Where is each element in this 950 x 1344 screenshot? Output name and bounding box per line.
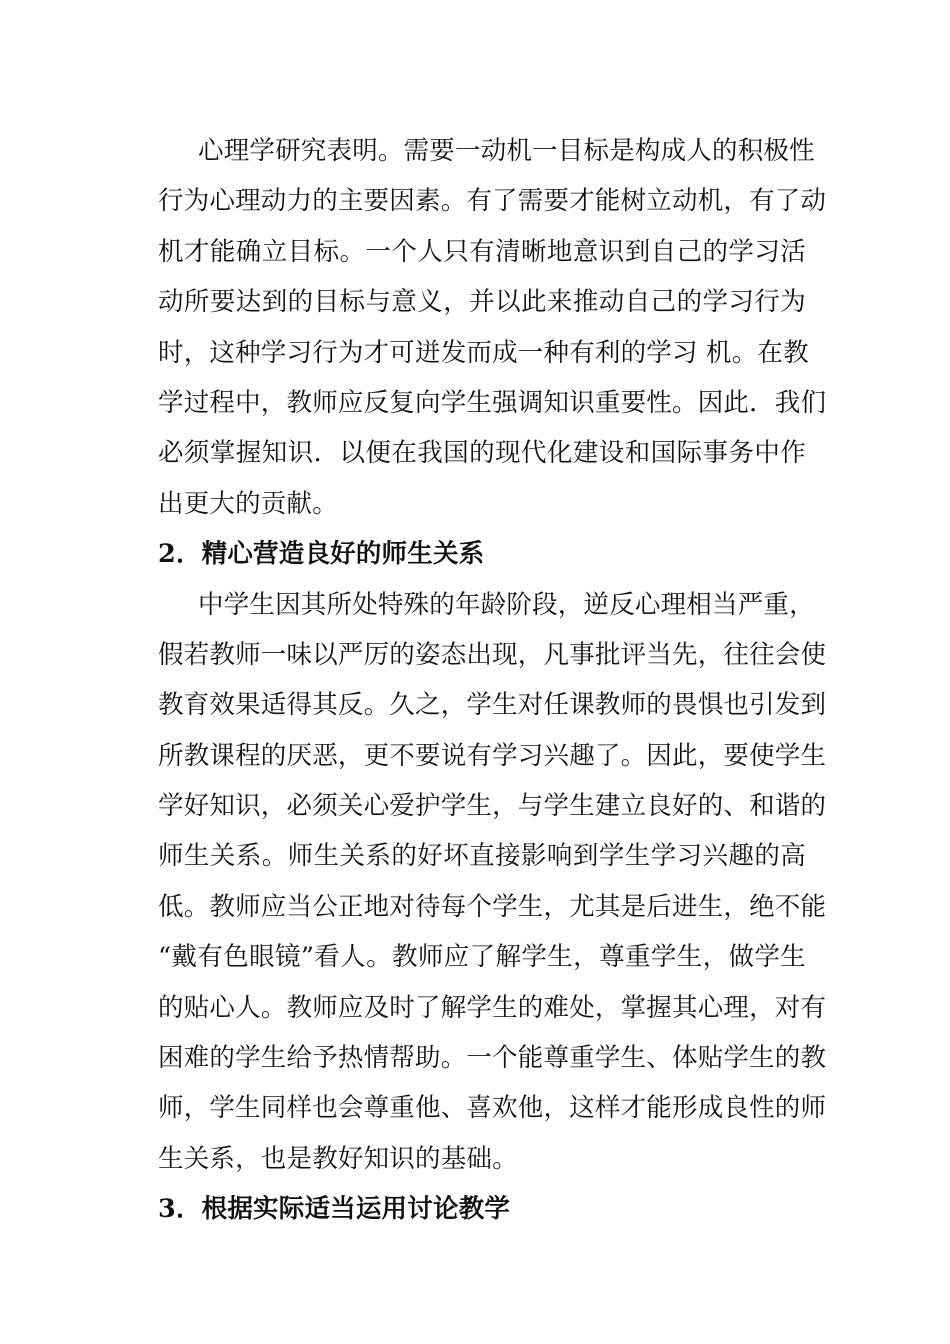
paragraph-line: 必须掌握知识．以便在我国的现代化建设和国际事务中作 — [158, 438, 806, 469]
section-heading-3: 3．根据实际适当运用讨论教学 — [158, 1194, 511, 1225]
paragraph-line: 行为心理动力的主要因素。有了需要才能树立动机，有了动 — [158, 186, 827, 217]
paragraph-line: 学好知识，必须关心爱护学生，与学生建立良好的、和谐的 — [158, 791, 827, 822]
document-body — [158, 126, 827, 1235]
paragraph-line: 生关系，也是教好知识的基础。 — [158, 1143, 518, 1174]
paragraph-line: 机才能确立目标。一个人只有清晰地意识到自己的学习活 — [158, 236, 806, 267]
paragraph-line: 的贴心人。教师应及时了解学生的难处，掌握其心理，对有 — [158, 992, 827, 1023]
paragraph-line: 中学生因其所处特殊的年龄阶段，逆反心理相当严重， — [198, 589, 815, 620]
paragraph-line: 师，学生同样也会尊重他、喜欢他，这样才能形成良性的师 — [158, 1093, 827, 1124]
paragraph-line: 师生关系。师生关系的好坏直接影响到学生学习兴趣的高 — [158, 841, 806, 872]
paragraph-line: 出更大的贡献。 — [158, 488, 338, 519]
paragraph-line: 时，这种学习行为才可迸发而成一种有利的学习 机。在教 — [158, 337, 809, 368]
paragraph-line: 低。教师应当公正地对待每个学生，尤其是后进生，绝不能 — [158, 891, 827, 922]
paragraph-line: 学过程中，教师应反复向学生强调知识重要性。因此．我们 — [158, 387, 827, 418]
paragraph-line: 教育效果适得其反。久之，学生对任课教师的畏惧也引发到 — [158, 690, 827, 721]
paragraph-line: 所教课程的厌恶，更不要说有学习兴趣了。因此，要使学生 — [158, 740, 827, 771]
paragraph-line: 心理学研究表明。需要一动机一目标是构成人的积极性 — [198, 136, 815, 166]
section-heading-2: 2．精心营造良好的师生关系 — [158, 539, 485, 570]
paragraph-line: 困难的学生给予热情帮助。一个能尊重学生、体贴学生的教 — [158, 1043, 827, 1074]
paragraph-line: 假若教师一味以严厉的姿态出现，凡事批评当先，往往会使 — [158, 639, 827, 670]
paragraph-line: “戴有色眼镜”看人。教师应了解学生，尊重学生，做学生 — [158, 942, 806, 973]
paragraph-line: 动所要达到的目标与意义，并以此来推动自己的学习行为 — [158, 287, 806, 318]
